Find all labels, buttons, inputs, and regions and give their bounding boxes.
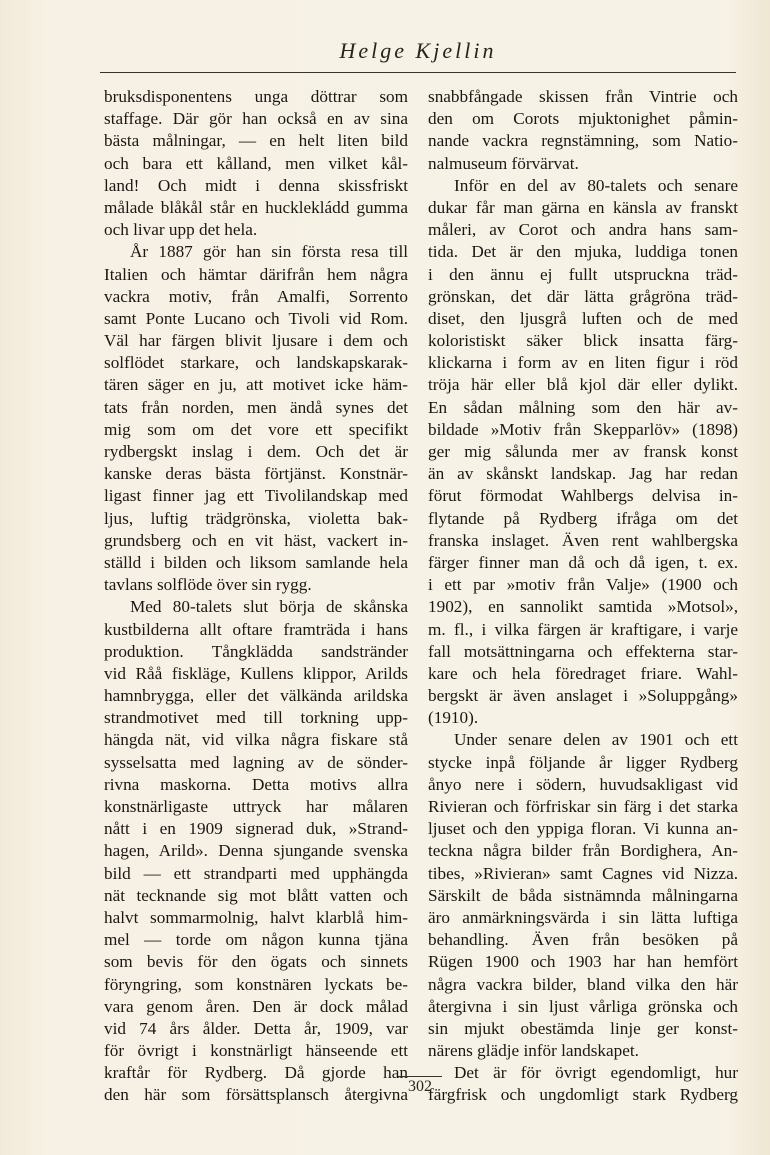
text-line: föryngring, som konstnären lyckats be-	[104, 974, 408, 994]
text-line: nät tecknande sig mot blått vatten och	[104, 885, 408, 905]
text-line: tats från norden, men ändå synes det	[104, 397, 408, 417]
text-line: (1910).	[428, 708, 479, 728]
text-line: konstnärligaste uttryck har målaren	[104, 797, 408, 816]
text-line: franska inslaget. Även rent wahlbergska	[428, 530, 738, 550]
text-line: vid Råå fiskläge, Kullens klippor, Arilds	[104, 663, 408, 683]
text-line: teckna några bilder från Bordighera, An-	[428, 841, 738, 861]
text-line: och bara ett kålland, men vilket kål-	[104, 153, 408, 173]
text-line: stycke inpå följande år ligger Rydberg	[428, 752, 738, 772]
text-line: vid 74 års ålder. Detta år, 1909, var	[104, 1018, 408, 1038]
text-line: ställd i bilden och liksom samlande hela	[104, 552, 408, 572]
text-line: 1902), en sannolikt samtida »Motsol»,	[428, 597, 738, 617]
text-line: halvt sommarmolnig, halvt klarblå him-	[104, 907, 408, 927]
text-line: bergskt är även anslaget i »Soluppgång»	[428, 686, 738, 706]
text-line: ligast finner jag ett Tivolilandskap med	[104, 486, 408, 506]
text-line: hagen, Arild». Denna sjungande svenska	[104, 841, 408, 861]
text-line: återgivna i sin ljust vårliga grönska och	[428, 996, 738, 1016]
text-line: Det är för övrigt egendomligt, hur	[454, 1063, 738, 1083]
text-line: m. fl., i vilka färgen är kraftigare, i varje	[428, 619, 738, 639]
text-line: kraftår för Rydberg. Då gjorde han	[104, 1063, 408, 1083]
text-line: solflödet starkare, och landskapskarak-	[104, 353, 408, 373]
text-line: Rivieran och förfriskar sin färg i det starka	[428, 797, 738, 816]
text-line: En sådan målning som den här av-	[428, 397, 738, 417]
text-line: rydbergskt inslag i dem. Och det är	[104, 442, 408, 461]
page-number-rule	[398, 1076, 442, 1077]
text-line: klickarna i form av en liten figur i röd	[428, 353, 738, 373]
running-head: Helge Kjellin	[339, 38, 497, 63]
text-line: hängda nät, vid vilka några fiskare stå	[104, 730, 408, 750]
text-line: än av skånskt landskap. Jag har redan	[428, 464, 738, 484]
text-line: bästa målningar, — en helt liten bild	[104, 131, 408, 151]
text-line: och livar upp det hela.	[104, 220, 258, 240]
text-line: diset, den ljusgrå luften och de med	[428, 308, 738, 328]
text-line: hamnbrygga, eller det välkända arildska	[104, 686, 408, 706]
text-line: tida. Det är den mjuka, luddiga tonen	[428, 242, 738, 262]
text-line: dukar får man gärna en känsla av franskt	[428, 197, 738, 217]
right-column	[428, 86, 738, 1107]
text-line: samt Ponte Lucano och Tivoli vid Rom.	[104, 308, 408, 328]
text-line: i den ännu ej fullt utspruckna träd-	[428, 264, 738, 284]
text-line: som bevis för den ögats och sinnets	[104, 952, 408, 972]
page-number: 302	[408, 1078, 432, 1095]
text-line: den här som försättsplansch återgivna	[104, 1085, 408, 1105]
text-line: nalmuseum förvärvat.	[428, 153, 579, 173]
text-line: tavlans solflöde över sin rygg.	[104, 575, 312, 595]
text-line: bruksdisponentens unga döttrar som	[104, 87, 408, 106]
text-line: i ett par »motiv från Valje» (1900 och	[428, 575, 738, 595]
text-line: ljuset och den yppiga floran. Vi kunna an-	[428, 819, 738, 839]
text-line: grönskan, det där lätta grågröna träd-	[428, 286, 738, 306]
text-line: målade blåkål står en hucklekládd gumma	[104, 197, 408, 217]
text-line: några vackra bilder, bland vilka den här	[428, 974, 738, 994]
left-column	[104, 86, 408, 1107]
text-line: äro anmärkningsvärda i sin lätta luftiga	[428, 907, 738, 927]
text-line: sin mjukt obestämda linje ger konst-	[428, 1018, 738, 1038]
text-line: nande vackra regnstämning, som Natio-	[428, 131, 738, 151]
text-line: mel — torde om någon kunna tjäna	[104, 930, 408, 950]
text-line: mig som om det vore ett specifikt	[104, 419, 408, 439]
text-line: fall motsättningarna och effekterna star-	[428, 641, 738, 661]
text-line: nått i en 1909 signerad duk, »Strand-	[104, 819, 408, 839]
text-line: kare och hela föredraget friare. Wahl-	[428, 663, 738, 683]
text-line: Särskilt de båda sistnämnda målningarna	[428, 885, 738, 905]
text-line: koloristiskt säker blick insatta färg-	[428, 331, 738, 351]
text-line: sysselsatta med lagning av de sönder-	[104, 752, 408, 772]
text-line: Med 80-talets slut börja de skånska	[130, 597, 408, 617]
text-line: bildade »Motiv från Skepparlöv» (1898)	[428, 419, 738, 439]
text-line: Väl har färgen blivit ljusare i dem och	[104, 331, 408, 351]
text-line: land! Och midt i denna skissfriskt	[104, 175, 408, 195]
text-line: vara genom åren. Den är dock målad	[104, 996, 408, 1016]
header-rule	[100, 72, 736, 73]
text-line: måleri, av Corot och andra hans sam-	[428, 220, 738, 240]
text-line: kanske deras bästa förtjänst. Konstnär-	[104, 464, 408, 484]
text-line: rivna maskorna. Detta motivs allra	[104, 774, 408, 794]
text-line: grundsberg och en vit häst, vackert in-	[104, 530, 408, 550]
text-line: den om Corots mjuktonighet påmin-	[428, 109, 738, 129]
text-line: färgfrisk och ungdomligt stark Rydberg	[428, 1085, 738, 1105]
text-line: för övrigt i konstnärligt hänseende ett	[104, 1041, 408, 1061]
text-line: snabbfångade skissen från Vintrie och	[428, 87, 738, 106]
text-line: Under senare delen av 1901 och ett	[454, 730, 738, 750]
text-line: flytande på Rydberg ifråga om det	[428, 508, 738, 528]
text-line: produktion. Tångklädda sandstränder	[104, 641, 408, 661]
text-line: Rügen 1900 och 1903 har han hemfört	[428, 952, 738, 972]
text-line: kustbilderna allt oftare framträda i hans	[104, 619, 408, 639]
text-line: förut förmodat Wahlbergs delvisa in-	[428, 486, 738, 506]
text-line: tibes, »Rivieran» samt Cagnes vid Nizza.	[428, 863, 738, 883]
text-line: bild — ett strandparti med upphängda	[104, 863, 408, 883]
text-line: strandmotivet med till torkning upp-	[104, 708, 408, 728]
text-line: behandling. Även från besöken på	[428, 930, 738, 950]
text-line: vackra motiv, från Amalfi, Sorrento	[104, 286, 408, 306]
text-line: ljus, luftig trädgrönska, violetta bak-	[104, 508, 408, 528]
text-line: Italien och hämtar därifrån hem några	[104, 264, 408, 284]
text-line: År 1887 gör han sin första resa till	[130, 242, 408, 262]
text-line: staffage. Där gör han också en av sina	[104, 109, 408, 129]
text-line: närens glädje inför landskapet.	[428, 1041, 639, 1061]
text-line: ånyo nere i södern, huvudsakligast vid	[428, 774, 738, 794]
text-line: Inför en del av 80-talets och senare	[454, 175, 738, 195]
text-line: tröja här eller blå kjol där eller dylikt.	[428, 375, 738, 395]
text-line: tären säger en ju, att motivet icke häm-	[104, 375, 408, 395]
text-line: färger finner man då och då igen, t. ex.	[428, 552, 738, 572]
text-line: ger mig sålunda mer av fransk konst	[428, 442, 738, 461]
